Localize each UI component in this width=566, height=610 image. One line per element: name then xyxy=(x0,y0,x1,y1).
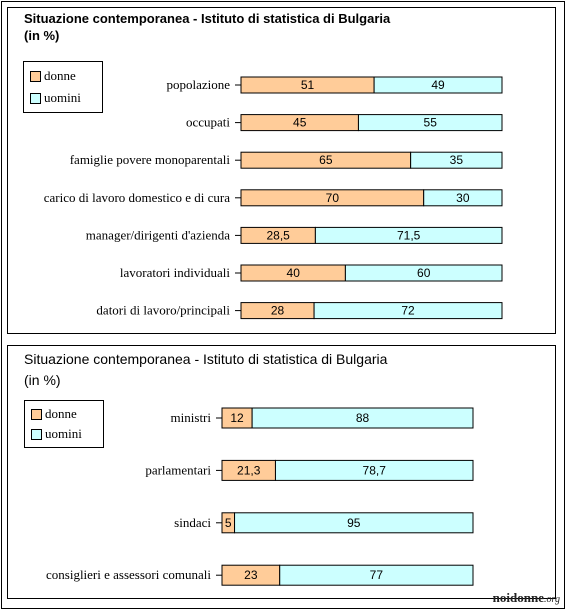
data-label-donne: 40 xyxy=(286,266,300,280)
watermark-suffix: .org xyxy=(543,594,560,605)
data-label-uomini: 95 xyxy=(347,515,361,530)
data-label-uomini: 78,7 xyxy=(362,463,386,478)
category-label: occupati xyxy=(185,114,230,130)
noidonne-watermark-logo xyxy=(493,590,560,606)
data-label-uomini: 49 xyxy=(431,78,445,92)
category-label: lavoratori individuali xyxy=(119,265,230,280)
data-label-donne: 23 xyxy=(244,568,258,583)
legend-label-donne: donne xyxy=(45,406,77,421)
data-label-uomini: 60 xyxy=(417,266,431,280)
data-label-donne: 70 xyxy=(325,190,340,205)
chart-panel-2 xyxy=(7,345,556,599)
category-label: carico di lavoro domestico e di cura xyxy=(43,189,230,205)
data-label-donne: 12 xyxy=(230,411,244,425)
category-label: parlamentari xyxy=(145,462,211,478)
category-label: datori di lavoro/principali xyxy=(96,302,230,318)
category-label: popolazione xyxy=(166,77,230,92)
category-label: manager/dirigenti d'azienda xyxy=(85,227,230,243)
data-label-uomini: 30 xyxy=(456,190,470,205)
chart-2-plot xyxy=(8,346,555,598)
category-label: famiglie povere monoparentali xyxy=(69,152,230,168)
data-label-donne: 28,5 xyxy=(266,228,290,243)
data-label-uomini: 88 xyxy=(355,411,370,425)
chart-2-subtitle: (in %) xyxy=(24,372,61,388)
data-label-uomini: 35 xyxy=(449,153,464,168)
chart-1-plot xyxy=(8,8,555,333)
data-label-donne: 65 xyxy=(319,153,333,168)
chart-panel-1 xyxy=(7,7,556,334)
watermark-main: noidonne xyxy=(492,590,544,605)
chart-1-subtitle: (in %) xyxy=(24,28,60,43)
data-label-uomini: 71,5 xyxy=(397,228,421,243)
category-label: ministri xyxy=(170,410,211,425)
category-label: consiglieri e assessori comunali xyxy=(46,567,211,583)
data-label-donne: 45 xyxy=(293,115,307,130)
legend-label-donne: donne xyxy=(44,68,76,83)
chart-1-title: Situazione contemporanea - Istituto di statistica di Bulgaria xyxy=(24,11,391,26)
data-label-uomini: 77 xyxy=(369,568,384,583)
data-label-donne: 5 xyxy=(224,515,232,530)
data-label-donne: 21,3 xyxy=(237,463,261,478)
legend-label-uomini: uomini xyxy=(45,426,82,441)
data-label-uomini: 55 xyxy=(423,115,437,130)
legend-label-uomini: uomini xyxy=(44,90,81,105)
data-label-donne: 28 xyxy=(270,303,285,318)
category-label: sindaci xyxy=(174,514,211,530)
data-label-donne: 51 xyxy=(300,78,315,92)
data-label-uomini: 72 xyxy=(401,303,415,318)
chart-2-title: Situazione contemporanea - Istituto di statistica di Bulgaria xyxy=(24,351,388,367)
